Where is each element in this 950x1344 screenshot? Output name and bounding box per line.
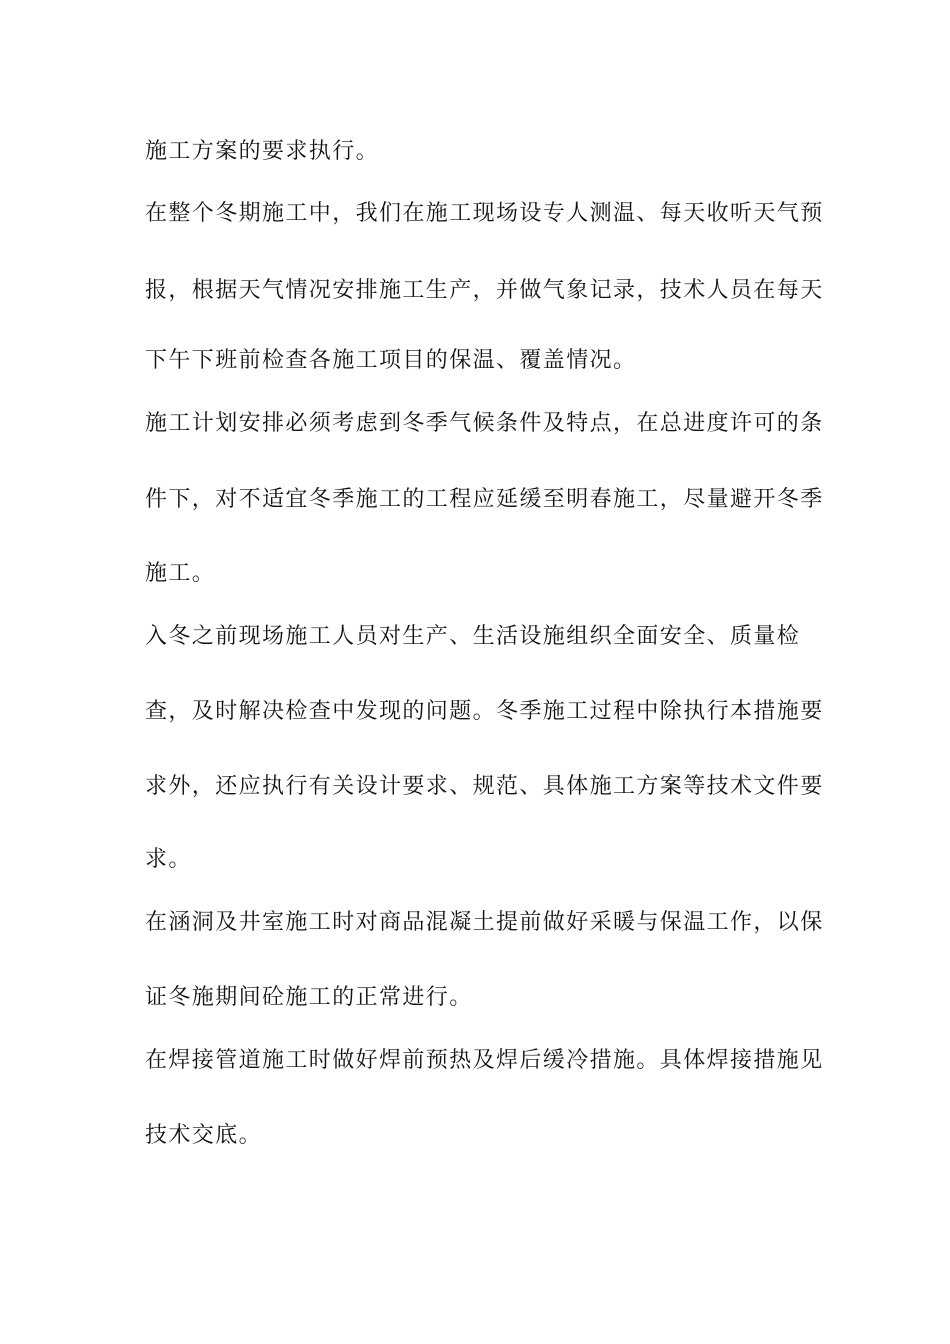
text-line: 入冬之前现场施工人员对生产、生活设施组织全面安全、质量检 [145, 624, 801, 649]
text-line: 报，根据天气情况安排施工生产，并做气象记录，技术人员在每天 [145, 278, 824, 303]
text-line: 在涵洞及井室施工时对商品混凝土提前做好采暖与保温工作，以保 [145, 910, 824, 935]
text-line: 施工方案的要求执行。 [145, 139, 380, 164]
text-line: 求。 [145, 847, 192, 872]
text-line: 在焊接管道施工时做好焊前预热及焊后缓冷措施。具体焊接措施见 [145, 1048, 824, 1073]
text-line: 查，及时解决检查中发现的问题。冬季施工过程中除执行本措施要 [145, 699, 824, 724]
text-line: 在整个冬期施工中，我们在施工现场设专人测温、每天收听天气预 [145, 201, 824, 226]
text-line: 技术交底。 [145, 1123, 263, 1148]
text-line: 施工计划安排必须考虑到冬季气候条件及特点，在总进度许可的条 [145, 411, 824, 436]
text-line: 求外，还应执行有关设计要求、规范、具体施工方案等技术文件要 [145, 774, 824, 799]
text-line: 下午下班前检查各施工项目的保温、覆盖情况。 [145, 348, 637, 373]
text-line: 件下，对不适宜冬季施工的工程应延缓至明春施工，尽量避开冬季 [145, 487, 824, 512]
text-line: 施工。 [145, 561, 216, 586]
text-line: 证冬施期间砼施工的正常进行。 [145, 985, 473, 1010]
